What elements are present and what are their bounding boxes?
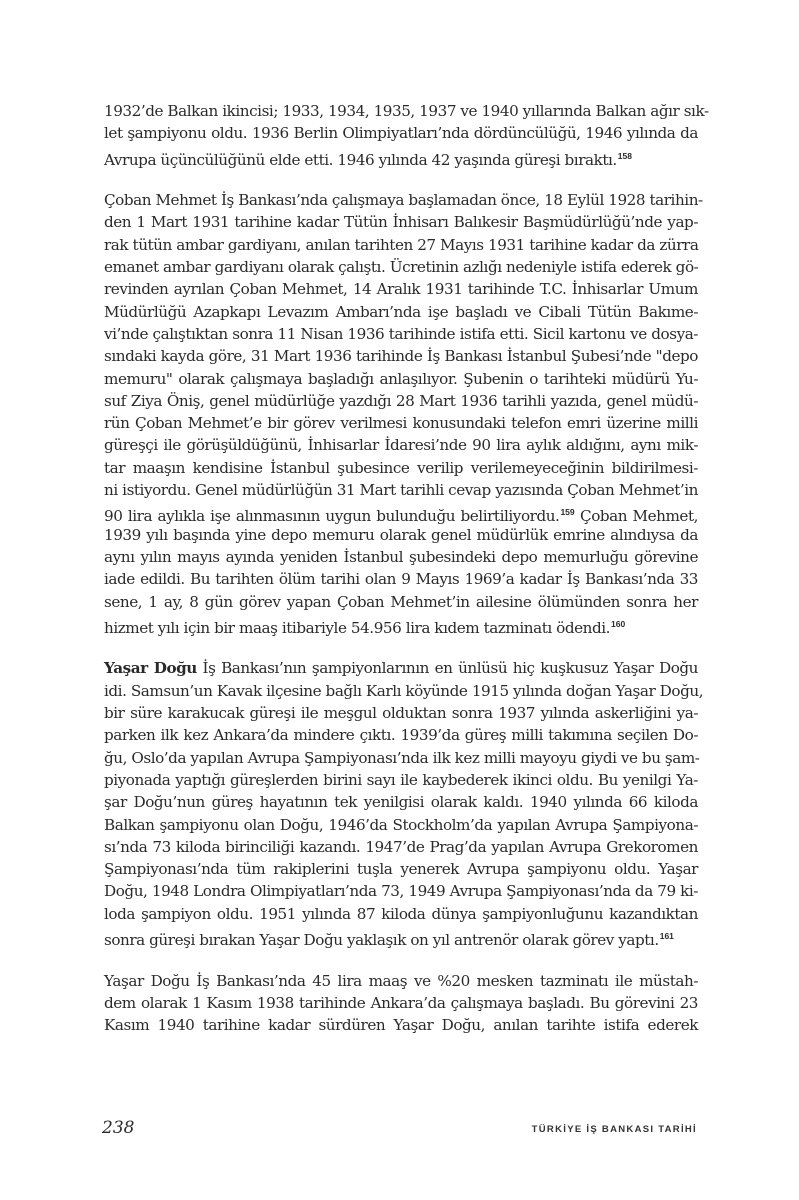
text-line: piyonada yaptığı güreşlerden birini sayı ile kaybederek ikinci oldu. Bu yenilgi Ya- <box>104 770 698 789</box>
paragraph-4 <box>104 970 698 1037</box>
text-line: loda şampiyon oldu. 1951 yılında 87 kiloda dünya şampiyonluğunu kazandıktan <box>104 904 698 923</box>
text-line: 1939 yılı başında yine depo memuru olarak genel müdürlük emrine alındıysa da <box>104 525 698 544</box>
text-line: sı’nda 73 kiloda birinciliği kazandı. 1947’de Prag’da yapılan Avrupa Grekoromen <box>104 837 698 856</box>
text-line: revinden ayrılan Çoban Mehmet, 14 Aralık 1931 tarihinde T.C. İnhisarlar Umum <box>104 280 698 299</box>
text-line: Doğu, 1948 Londra Olimpiyatları’nda 73, 1949 Avrupa Şampiyonası’nda da 79 ki- <box>104 882 698 901</box>
text-line-content: İş Bankası’nın şampiyonlarının en ünlüsü hiç kuşkusuz Yaşar Doğu <box>196 659 698 678</box>
footnote-ref[interactable]: 160 <box>611 618 626 629</box>
text-line: 90 lira aylıkla işe alınmasının uygun bulunduğu belirtiliyordu.$^{159}$ Çoban Mehmet, <box>104 507 698 526</box>
text-line: rün Çoban Mehmet’e bir görev verilmesi konusundaki telefon emri üzerine milli <box>104 414 698 433</box>
text-line: vi’nde çalıştıktan sonra 11 Nisan 1936 tarihinde istifa etti. Sicil kartonu ve dosya- <box>104 324 698 343</box>
body-text <box>104 100 709 1059</box>
text-line: iade edildi. Bu tarihten ölüm tarihi olan 9 Mayıs 1969’a kadar İş Bankası’nda 33 <box>104 570 698 589</box>
text-line: ni istiyordu. Genel müdürlüğün 31 Mart tarihli cevap yazısında Çoban Mehmet’in <box>104 481 698 500</box>
text-line: Çoban Mehmet İş Bankası’nda çalışmaya başlamadan önce, 18 Eylül 1928 tarihin- <box>104 191 703 210</box>
text-line: den 1 Mart 1931 tarihine kadar Tütün İnhisarı Balıkesir Başmüdürlüğü’nde yap- <box>104 213 698 232</box>
paragraph-3 <box>104 657 704 949</box>
text-line <box>104 657 698 679</box>
text-line-content: hizmet yılı için bir maaş itibariyle 54.956 lira kıdem tazminatı ödendi. <box>104 618 611 637</box>
text-line: rak tütün ambar gardiyanı, anılan tarihten 27 Mayıs 1931 tarihine kadar da zürra <box>104 235 699 254</box>
text-line-content: Avrupa üçüncülüğünü elde etti. 1946 yılında 42 yaşında güreşi bıraktı. <box>104 150 617 169</box>
text-line-content: sonra güreşi bırakan Yaşar Doğu yaklaşık on yıl antrenör olarak görev yaptı. <box>104 930 659 949</box>
text-line: şar Doğu’nun güreş hayatının tek yenilgisi olarak kaldı. 1940 yılında 66 kiloda <box>104 793 698 812</box>
text-line: tar maaşın kendisine İstanbul şubesince verilip verilemeyeceğinin bildirilmesi- <box>104 458 698 477</box>
text-line: Yaşar Doğu İş Bankası’nda 45 lira maaş ve %20 mesken tazminatı ile müstah- <box>104 971 698 990</box>
page-number: 238 <box>102 1118 135 1138</box>
text-line: aynı yılın mayıs ayında yeniden İstanbul şubesindeki depo memurluğu görevine <box>104 547 698 566</box>
text-line: ğu, Oslo’da yapılan Avrupa Şampiyonası’nda ilk kez milli mayoyu giydi ve bu şam- <box>104 748 700 767</box>
text-line: emanet ambar gardiyanı olarak çalıştı. Ücretinin azlığı nedeniyle istifa ederek gö- <box>104 258 699 277</box>
text-line: Balkan şampiyonu olan Doğu, 1946’da Stockholm’da yapılan Avrupa Şampiyona- <box>104 815 698 834</box>
footnote-ref[interactable]: 158 <box>617 150 632 161</box>
text-line: dem olarak 1 Kasım 1938 tarihinde Ankara’da çalışmaya başladı. Bu görevini 23 <box>104 993 698 1012</box>
text-line: bir süre karakucak güreşi ile meşgul olduktan sonra 1937 yılında askerliğini ya- <box>104 704 698 723</box>
footnote-ref[interactable]: 161 <box>659 930 674 941</box>
footnote-ref[interactable]: 159 <box>560 507 575 518</box>
text-line <box>104 613 698 635</box>
text-line: Müdürlüğü Azapkapı Levazım Ambarı’nda işe başladı ve Cibali Tütün Bakıme- <box>104 302 698 321</box>
text-line <box>104 145 698 167</box>
paragraph-2 <box>104 189 703 637</box>
text-line: idi. Samsun’un Kavak ilçesine bağlı Karlı köyünde 1915 yılında doğan Yaşar Doğu, <box>104 681 704 700</box>
text-line: suf Ziya Öniş, genel müdürlüğe yazdığı 28 Mart 1936 tarihli yazıda, genel müdü- <box>104 391 698 410</box>
text-line: Kasım 1940 tarihine kadar sürdüren Yaşar Doğu, anılan tarihte istifa ederek <box>104 1016 698 1035</box>
text-line: güreşçi ile görüşüldüğünü, İnhisarlar İdaresi’nde 90 lira aylık aldığını, aynı mik- <box>104 436 698 455</box>
text-line: let şampiyonu oldu. 1936 Berlin Olimpiyatları’nda dördüncülüğü, 1946 yılında da <box>104 124 698 143</box>
text-line: sene, 1 ay, 8 gün görev yapan Çoban Mehmet’in ailesine ölümünden sonra her <box>104 592 698 611</box>
text-line: Şampiyonası’nda tüm rakiplerini tuşla yenerek Avrupa şampiyonu oldu. Yaşar <box>104 860 698 879</box>
text-line <box>104 925 698 947</box>
lead-name: Yaşar Doğu <box>104 659 197 678</box>
text-line: memuru" olarak çalışmaya başladığı anlaşılıyor. Şubenin o tarihteki müdürü Yu- <box>104 369 698 388</box>
text-line: sındaki kayda göre, 31 Mart 1936 tarihinde İş Bankası İstanbul Şubesi’nde "depo <box>104 347 698 366</box>
running-head: TÜRKİYE İŞ BANKASI TARİHİ <box>531 1124 697 1135</box>
paragraph-1 <box>104 100 709 169</box>
text-line: parken ilk kez Ankara’da mindere çıktı. 1939’da güreş milli takımına seçilen Do- <box>104 726 698 745</box>
text-line: 1932’de Balkan ikincisi; 1933, 1934, 1935, 1937 ve 1940 yıllarında Balkan ağır sık- <box>104 102 709 120</box>
